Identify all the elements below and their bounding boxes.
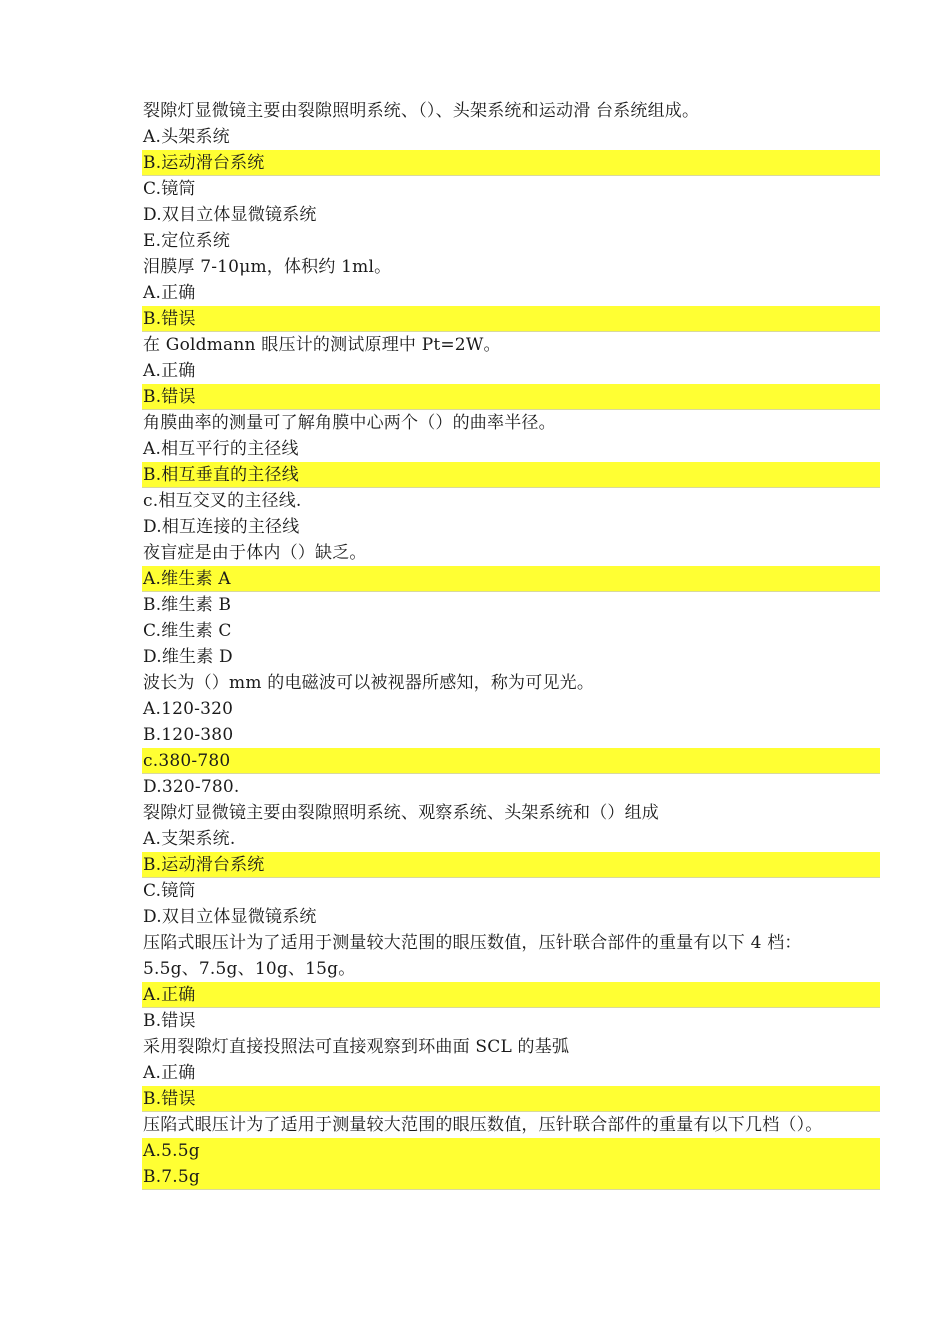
- question-stem: 裂隙灯显微镜主要由裂隙照明系统、观察系统、头架系统和（）组成: [143, 803, 659, 823]
- question-block: [142, 410, 880, 540]
- answer-option: D.维生素 D: [143, 647, 233, 667]
- answer-option: D.相互连接的主径线: [143, 517, 300, 537]
- question-block: [142, 1034, 880, 1112]
- question-stem: 角膜曲率的测量可了解角膜中心两个（）的曲率半径。: [143, 413, 556, 433]
- answer-option-correct: B.错误: [142, 306, 880, 332]
- question-stem: 压陷式眼压计为了适用于测量较大范围的眼压数值，压针联合部件的重量有以下几档（）。: [143, 1115, 823, 1135]
- question-stem: 在 Goldmann 眼压计的测试原理中 Pt=2W。: [143, 335, 501, 355]
- answer-option: A.正确: [143, 361, 196, 381]
- answer-option: D.双目立体显微镜系统: [143, 205, 317, 225]
- question-stem: 压陷式眼压计为了适用于测量较大范围的眼压数值，压针联合部件的重量有以下 4 档：: [143, 933, 802, 953]
- answer-option: D.320-780.: [143, 777, 240, 797]
- answer-option-correct: B.相互垂直的主径线: [142, 462, 880, 488]
- answer-option: A.相互平行的主径线: [143, 439, 299, 459]
- answer-option-correct: B.错误: [142, 384, 880, 410]
- answer-option-correct: B.运动滑台系统: [142, 852, 880, 878]
- question-stem: 采用裂隙灯直接投照法可直接观察到环曲面 SCL 的基弧: [143, 1037, 570, 1057]
- answer-option: A.头架系统: [143, 127, 230, 147]
- answer-option: A.正确: [143, 283, 196, 303]
- answer-option-correct: c.380-780: [142, 748, 880, 774]
- answer-option: B.错误: [143, 1011, 196, 1031]
- question-block: [142, 254, 880, 332]
- question-block: [142, 332, 880, 410]
- answer-option: C.镜筒: [143, 881, 196, 901]
- answer-option: E.定位系统: [143, 231, 231, 251]
- question-stem: 波长为（）mm 的电磁波可以被视器所感知，称为可见光。: [143, 673, 595, 693]
- question-block: [142, 670, 880, 800]
- question-block: [142, 98, 880, 254]
- answer-option: B.维生素 B: [143, 595, 232, 615]
- answer-option: C.维生素 C: [143, 621, 232, 641]
- question-document: [142, 98, 880, 1190]
- question-block: [142, 1112, 880, 1190]
- answer-option: C.镜筒: [143, 179, 196, 199]
- question-stem: 5.5g、7.5g、10g、15g。: [143, 959, 356, 979]
- answer-option: c.相互交叉的主径线.: [143, 491, 302, 511]
- answer-option-correct: A.维生素 A: [142, 566, 880, 592]
- question-block: [142, 540, 880, 670]
- answer-option: A.正确: [143, 1063, 196, 1083]
- answer-option: B.120-380: [143, 725, 234, 745]
- question-block: [142, 800, 880, 930]
- question-stem: 夜盲症是由于体内（）缺乏。: [143, 543, 367, 563]
- answer-option-correct: A.5.5g: [142, 1138, 880, 1164]
- answer-option: A.120-320: [143, 699, 234, 719]
- answer-option-correct: A.正确: [142, 982, 880, 1008]
- answer-option: A.支架系统.: [143, 829, 236, 849]
- answer-option: D.双目立体显微镜系统: [143, 907, 317, 927]
- question-stem: 泪膜厚 7-10μm，体积约 1ml。: [143, 257, 392, 277]
- answer-option-correct: B.7.5g: [142, 1164, 880, 1190]
- answer-option-correct: B.错误: [142, 1086, 880, 1112]
- question-stem: 裂隙灯显微镜主要由裂隙照明系统、（）、头架系统和运动滑 台系统组成。: [143, 101, 700, 121]
- question-block: [142, 930, 880, 1034]
- answer-option-correct: B.运动滑台系统: [142, 150, 880, 176]
